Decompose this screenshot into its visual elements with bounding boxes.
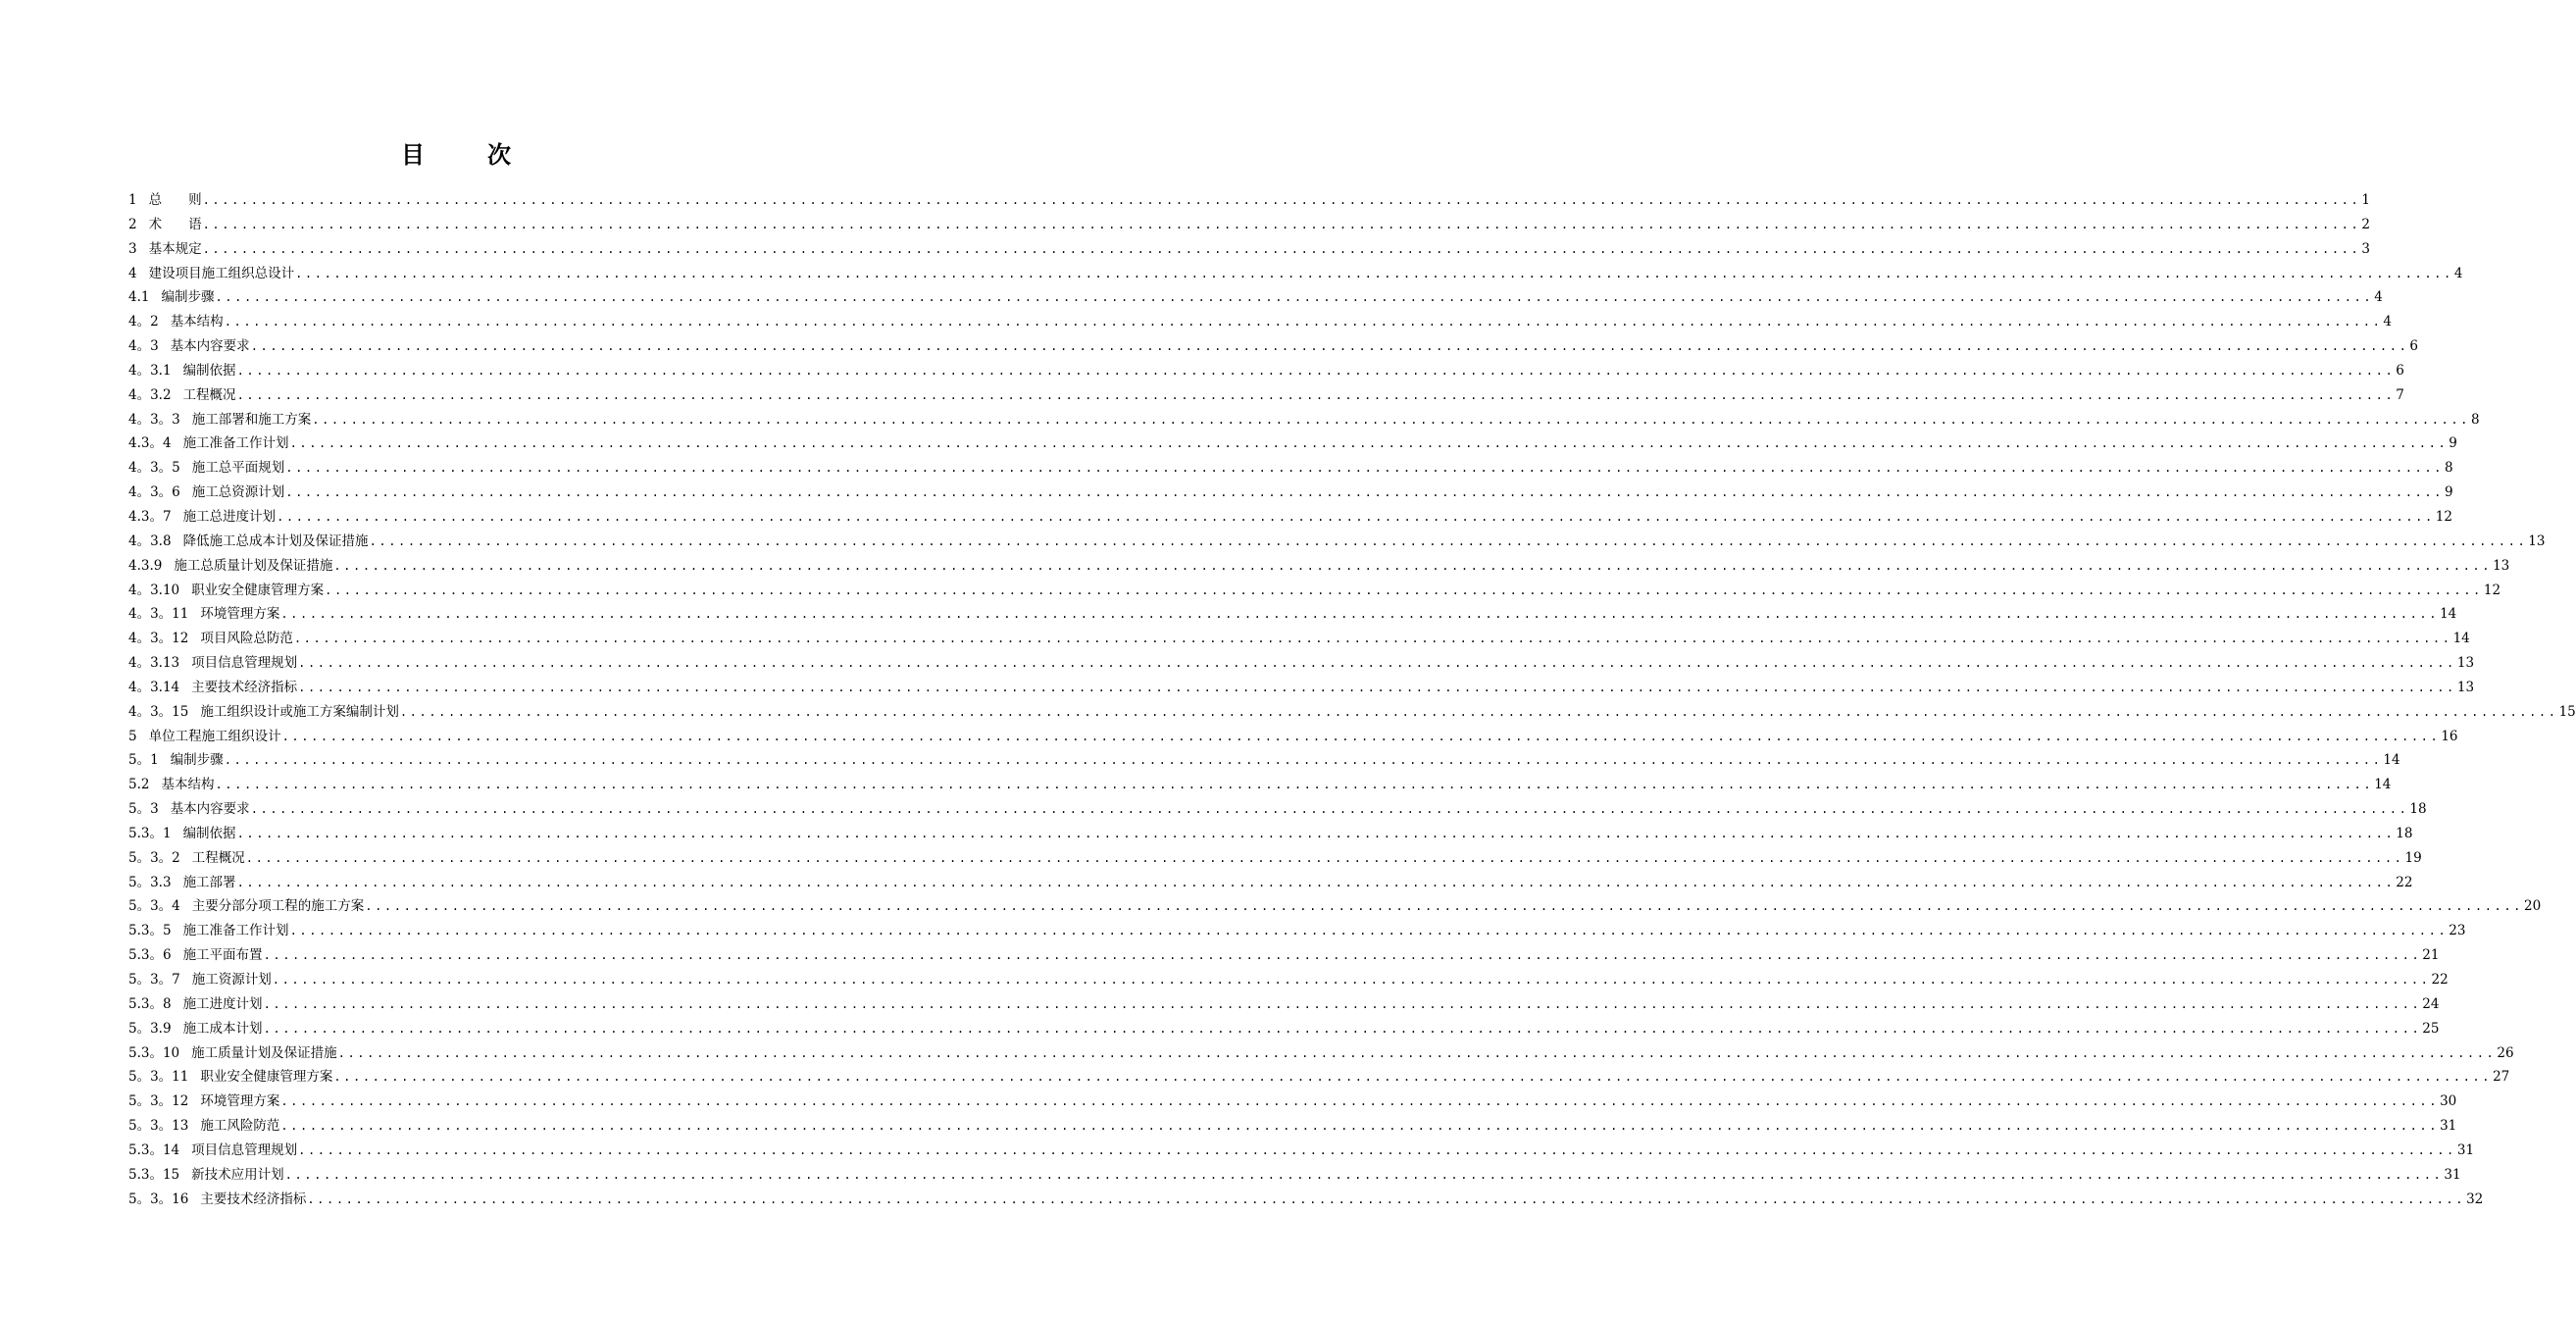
toc-entry-page-number: 23 [2449, 923, 2466, 939]
toc-entry[interactable] [128, 285, 2383, 310]
toc-entry-number: 5 [128, 728, 137, 744]
toc-dot-leader: ................................................................................................................................................................................................................................ [277, 509, 2435, 524]
toc-entry-title: 施工准备工作计划 [182, 435, 289, 452]
toc-dot-leader: ................................................................................................................................................................................................................................ [285, 485, 2444, 500]
toc-entry-page-number: 13 [2528, 532, 2546, 549]
toc-entry[interactable] [128, 554, 2510, 579]
toc-entry-title: 基本结构 [161, 777, 215, 793]
toc-entry-page-number: 31 [2440, 1118, 2457, 1135]
toc-entry-number: 2 [128, 216, 137, 232]
toc-entry[interactable] [128, 334, 2418, 359]
toc-dot-leader: ................................................................................................................................................................................................................................ [224, 753, 2383, 768]
toc-dot-leader: ................................................................................................................................................................................................................................ [280, 607, 2440, 622]
toc-entry-title: 施工质量计划及保证措施 [191, 1044, 337, 1061]
toc-entry-title: 项目信息管理规划 [191, 655, 298, 672]
toc-entry-number: 5。3。11 [128, 1069, 189, 1086]
toc-entry[interactable] [128, 1065, 2510, 1090]
toc-entry-page-number: 22 [2396, 874, 2413, 890]
toc-entry-page-number: 13 [2456, 655, 2475, 672]
toc-dot-leader: ................................................................................................................................................................................................................................ [289, 924, 2449, 938]
toc-entry-page-number: 9 [2445, 484, 2453, 501]
toc-dot-leader: ................................................................................................................................................................................................................................ [295, 266, 2453, 280]
toc-entry-number: 4。2 [128, 314, 159, 330]
toc-entry[interactable] [128, 262, 2463, 286]
toc-entry-number: 4.3。7 [128, 508, 172, 525]
toc-entry-title: 施工总进度计划 [182, 508, 277, 525]
toc-dot-leader: ................................................................................................................................................................................................................................ [272, 973, 2431, 987]
toc-entry[interactable] [128, 383, 2404, 408]
toc-entry-page-number: 22 [2431, 972, 2449, 988]
toc-entry-title: 施工资源计划 [191, 972, 272, 988]
toc-entry-page-number: 21 [2422, 947, 2440, 964]
toc-entry-number: 5。3。13 [128, 1118, 189, 1135]
toc-entry[interactable] [128, 871, 2413, 895]
toc-dot-leader: ................................................................................................................................................................................................................................ [365, 899, 2523, 914]
toc-dot-leader: ................................................................................................................................................................................................................................ [263, 1021, 2422, 1036]
toc-entry-number: 4。3 [128, 338, 159, 355]
toc-entry[interactable] [128, 213, 2370, 237]
toc-entry-page-number: 9 [2449, 435, 2457, 452]
toc-entry-title: 项目信息管理规划 [191, 1141, 298, 1158]
toc-entry[interactable] [128, 1041, 2514, 1066]
toc-entry[interactable] [128, 1114, 2457, 1139]
toc-entry-page-number: 18 [2396, 825, 2413, 841]
toc-dot-leader: ................................................................................................................................................................................................................................ [325, 583, 2483, 597]
toc-entry-number: 4。3.10 [128, 582, 180, 598]
toc-entry[interactable] [128, 773, 2392, 797]
toc-entry-page-number: 14 [2383, 752, 2400, 769]
toc-dot-leader: ................................................................................................................................................................................................................................ [298, 680, 2456, 694]
toc-dot-leader: ................................................................................................................................................................................................................................ [236, 363, 2396, 378]
toc-entry-page-number: 19 [2404, 849, 2422, 866]
table-of-contents [128, 188, 2576, 1211]
toc-entry-page-number: 14 [2440, 606, 2457, 623]
toc-entry-number: 4.3。4 [128, 435, 172, 452]
toc-dot-leader: ................................................................................................................................................................................................................................ [263, 948, 2422, 963]
toc-entry-page-number: 2 [2361, 216, 2370, 232]
toc-entry-number: 4 [128, 265, 137, 281]
toc-entry[interactable] [128, 968, 2449, 992]
toc-entry-page-number: 4 [2383, 314, 2392, 330]
toc-entry-page-number: 32 [2466, 1191, 2484, 1207]
toc-entry-number: 4。3。6 [128, 484, 180, 501]
toc-entry-title: 施工风险防范 [200, 1118, 280, 1135]
toc-entry-number: 5.3。1 [128, 825, 172, 841]
toc-entry-number: 4。3。3 [128, 411, 180, 428]
toc-dot-leader: ................................................................................................................................................................................................................................ [202, 193, 2361, 207]
toc-entry-title: 施工总平面规划 [191, 460, 285, 477]
toc-dot-leader: ................................................................................................................................................................................................................................ [215, 290, 2374, 305]
toc-entry-number: 5.3。15 [128, 1166, 180, 1183]
toc-entry-number: 5.3。10 [128, 1044, 180, 1061]
toc-entry-number: 5。3。4 [128, 898, 180, 915]
toc-entry-number: 4。3。15 [128, 703, 189, 720]
toc-dot-leader: ................................................................................................................................................................................................................................ [280, 1119, 2440, 1134]
toc-dot-leader: ................................................................................................................................................................................................................................ [284, 1167, 2444, 1182]
toc-dot-leader: ................................................................................................................................................................................................................................ [236, 387, 2396, 402]
toc-dot-leader: ................................................................................................................................................................................................................................ [236, 875, 2396, 889]
toc-entry[interactable] [128, 992, 2440, 1017]
toc-entry-title: 施工部署和施工方案 [191, 411, 312, 428]
toc-entry-title: 施工总质量计划及保证措施 [174, 557, 333, 574]
toc-entry-number: 5。3 [128, 801, 159, 818]
toc-entry-title: 施工平面布置 [182, 947, 263, 964]
toc-entry-title: 新技术应用计划 [191, 1166, 284, 1183]
toc-entry-title: 施工准备工作计划 [182, 923, 289, 939]
toc-entry[interactable] [128, 943, 2440, 968]
toc-entry-number: 4.3.9 [128, 557, 163, 574]
toc-entry[interactable] [128, 797, 2427, 822]
toc-entry[interactable] [128, 676, 2475, 700]
toc-entry-title: 施工部署 [182, 874, 236, 890]
toc-dot-leader: ................................................................................................................................................................................................................................ [245, 850, 2404, 865]
toc-entry-number: 5。3。7 [128, 972, 180, 988]
toc-dot-leader: ................................................................................................................................................................................................................................ [333, 558, 2493, 573]
toc-dot-leader: ................................................................................................................................................................................................................................ [399, 704, 2558, 719]
toc-entry-number: 3 [128, 240, 137, 257]
toc-entry-title: 基本结构 [170, 314, 224, 330]
toc-entry-page-number: 14 [2452, 631, 2470, 647]
toc-entry-page-number: 6 [2409, 338, 2418, 355]
toc-entry-page-number: 13 [2493, 557, 2510, 574]
toc-dot-leader: ................................................................................................................................................................................................................................ [236, 826, 2396, 840]
toc-entry-page-number: 14 [2374, 777, 2392, 793]
toc-entry[interactable] [128, 505, 2452, 530]
toc-entry-page-number: 7 [2396, 386, 2404, 403]
toc-entry-number: 5.3。6 [128, 947, 172, 964]
toc-entry[interactable] [128, 481, 2453, 505]
toc-entry[interactable] [128, 188, 2370, 213]
toc-entry[interactable] [128, 1090, 2457, 1114]
toc-entry-page-number: 8 [2471, 411, 2480, 428]
toc-entry[interactable] [128, 1017, 2440, 1041]
toc-entry-page-number: 31 [2456, 1141, 2475, 1158]
toc-entry[interactable] [128, 700, 2576, 725]
toc-entry-page-number: 12 [2435, 508, 2452, 525]
toc-entry-title: 建设项目施工组织总设计 [148, 265, 295, 281]
toc-dot-leader: ................................................................................................................................................................................................................................ [224, 315, 2383, 330]
toc-entry-number: 5。3。16 [128, 1191, 189, 1207]
toc-entry-number: 5。3.9 [128, 1020, 172, 1037]
toc-entry[interactable] [128, 1163, 2461, 1188]
toc-entry-page-number: 8 [2445, 460, 2453, 477]
toc-entry[interactable] [128, 359, 2404, 383]
toc-entry-number: 4。3.2 [128, 386, 172, 403]
toc-entry-title: 施工总资源计划 [191, 484, 285, 501]
toc-entry-title: 单位工程施工组织设计 [148, 728, 281, 744]
toc-dot-leader: ................................................................................................................................................................................................................................ [202, 217, 2361, 231]
toc-entry-number: 4.1 [128, 289, 150, 306]
toc-dot-leader: ................................................................................................................................................................................................................................ [289, 436, 2449, 451]
toc-entry[interactable] [128, 748, 2400, 773]
toc-dot-leader: ................................................................................................................................................................................................................................ [281, 729, 2441, 743]
toc-entry-title: 工程概况 [191, 849, 245, 866]
toc-entry-page-number: 15 [2558, 703, 2576, 720]
toc-entry-title: 编制步骤 [161, 289, 215, 306]
toc-entry-page-number: 30 [2440, 1093, 2457, 1110]
toc-entry-number: 5.2 [128, 777, 150, 793]
toc-entry[interactable] [128, 237, 2370, 262]
toc-entry-number: 4。3.13 [128, 655, 180, 672]
toc-entry-title: 主要技术经济指标 [200, 1191, 307, 1207]
toc-entry-number: 5.3。14 [128, 1141, 180, 1158]
toc-entry-title: 环境管理方案 [200, 606, 280, 623]
toc-dot-leader: ................................................................................................................................................................................................................................ [293, 632, 2452, 646]
toc-entry-page-number: 16 [2441, 728, 2458, 744]
toc-entry[interactable] [128, 822, 2413, 846]
toc-entry-title: 术 语 [148, 216, 202, 232]
toc-dot-leader: ................................................................................................................................................................................................................................ [337, 1045, 2497, 1060]
toc-entry[interactable] [128, 894, 2542, 919]
toc-entry-title: 主要分部分项工程的施工方案 [191, 898, 365, 915]
toc-entry-number: 4。3.8 [128, 532, 172, 549]
toc-entry[interactable] [128, 579, 2501, 603]
toc-entry[interactable] [128, 456, 2453, 481]
toc-dot-leader: ................................................................................................................................................................................................................................ [285, 461, 2444, 476]
toc-dot-leader: ................................................................................................................................................................................................................................ [250, 339, 2409, 354]
toc-entry-number: 5。1 [128, 752, 159, 769]
toc-dot-leader: ................................................................................................................................................................................................................................ [307, 1191, 2466, 1206]
toc-entry-number: 4。3。5 [128, 460, 180, 477]
toc-entry-title: 施工组织设计或施工方案编制计划 [200, 703, 399, 720]
toc-dot-leader: ................................................................................................................................................................................................................................ [263, 996, 2422, 1011]
toc-entry-title: 工程概况 [182, 386, 236, 403]
toc-dot-leader: ................................................................................................................................................................................................................................ [333, 1070, 2493, 1085]
toc-entry-title: 环境管理方案 [200, 1093, 280, 1110]
toc-entry-number: 4。3。11 [128, 606, 189, 623]
toc-entry-title: 施工成本计划 [182, 1020, 263, 1037]
toc-entry[interactable] [128, 310, 2392, 334]
toc-entry-page-number: 26 [2497, 1044, 2514, 1061]
toc-entry-page-number: 4 [2374, 289, 2383, 306]
page-title: 目 次 [401, 141, 530, 169]
toc-entry-title: 项目风险总防范 [200, 631, 293, 647]
toc-dot-leader: ................................................................................................................................................................................................................................ [312, 412, 2470, 427]
toc-entry-title: 总 则 [148, 192, 202, 208]
toc-entry-title: 基本内容要求 [170, 801, 250, 818]
toc-entry-page-number: 20 [2524, 898, 2542, 915]
toc-entry-number: 5。3。12 [128, 1093, 189, 1110]
toc-dot-leader: ................................................................................................................................................................................................................................ [215, 778, 2374, 792]
toc-entry-title: 基本规定 [148, 240, 202, 257]
toc-entry-title: 降低施工总成本计划及保证措施 [182, 532, 369, 549]
toc-entry-page-number: 12 [2483, 582, 2501, 598]
toc-entry-title: 基本内容要求 [170, 338, 250, 355]
toc-entry-page-number: 1 [2361, 192, 2370, 208]
toc-entry-title: 编制步骤 [170, 752, 224, 769]
toc-entry-page-number: 4 [2453, 265, 2463, 281]
toc-entry-title: 职业安全健康管理方案 [200, 1069, 333, 1086]
toc-entry-page-number: 25 [2422, 1020, 2440, 1037]
toc-dot-leader: ................................................................................................................................................................................................................................ [298, 656, 2456, 671]
toc-entry-title: 施工进度计划 [182, 995, 263, 1012]
toc-entry[interactable] [128, 602, 2457, 627]
toc-entry-number: 4。3.14 [128, 679, 180, 695]
toc-entry[interactable] [128, 651, 2475, 676]
toc-entry-page-number: 13 [2456, 679, 2475, 695]
toc-entry-page-number: 6 [2396, 362, 2404, 379]
toc-entry[interactable] [128, 725, 2458, 749]
toc-dot-leader: ................................................................................................................................................................................................................................ [202, 241, 2361, 256]
toc-entry-number: 5.3。8 [128, 995, 172, 1012]
toc-entry-number: 5。3。2 [128, 849, 180, 866]
toc-entry-page-number: 27 [2493, 1069, 2510, 1086]
toc-entry[interactable] [128, 919, 2466, 943]
toc-entry[interactable] [128, 530, 2546, 554]
toc-entry-title: 主要技术经济指标 [191, 679, 298, 695]
toc-entry-number: 1 [128, 192, 137, 208]
toc-entry-page-number: 18 [2409, 801, 2427, 818]
toc-entry-title: 编制依据 [182, 825, 236, 841]
toc-entry-page-number: 24 [2422, 995, 2440, 1012]
toc-entry-page-number: 3 [2361, 240, 2370, 257]
toc-entry-number: 5.3。5 [128, 923, 172, 939]
toc-entry-number: 4。3。12 [128, 631, 189, 647]
toc-entry[interactable] [128, 846, 2422, 871]
toc-entry[interactable] [128, 408, 2480, 432]
toc-entry-number: 5。3.3 [128, 874, 172, 890]
toc-dot-leader: ................................................................................................................................................................................................................................ [250, 802, 2409, 817]
toc-entry[interactable] [128, 627, 2470, 651]
toc-entry[interactable] [128, 431, 2457, 456]
toc-entry[interactable] [128, 1188, 2484, 1212]
toc-dot-leader: ................................................................................................................................................................................................................................ [280, 1094, 2440, 1109]
toc-dot-leader: ................................................................................................................................................................................................................................ [298, 1142, 2456, 1157]
toc-dot-leader: ................................................................................................................................................................................................................................ [369, 533, 2528, 548]
toc-entry-title: 编制依据 [182, 362, 236, 379]
toc-entry[interactable] [128, 1139, 2475, 1163]
toc-entry-page-number: 31 [2444, 1166, 2461, 1183]
toc-entry-number: 4。3.1 [128, 362, 172, 379]
toc-entry-title: 职业安全健康管理方案 [191, 582, 325, 598]
